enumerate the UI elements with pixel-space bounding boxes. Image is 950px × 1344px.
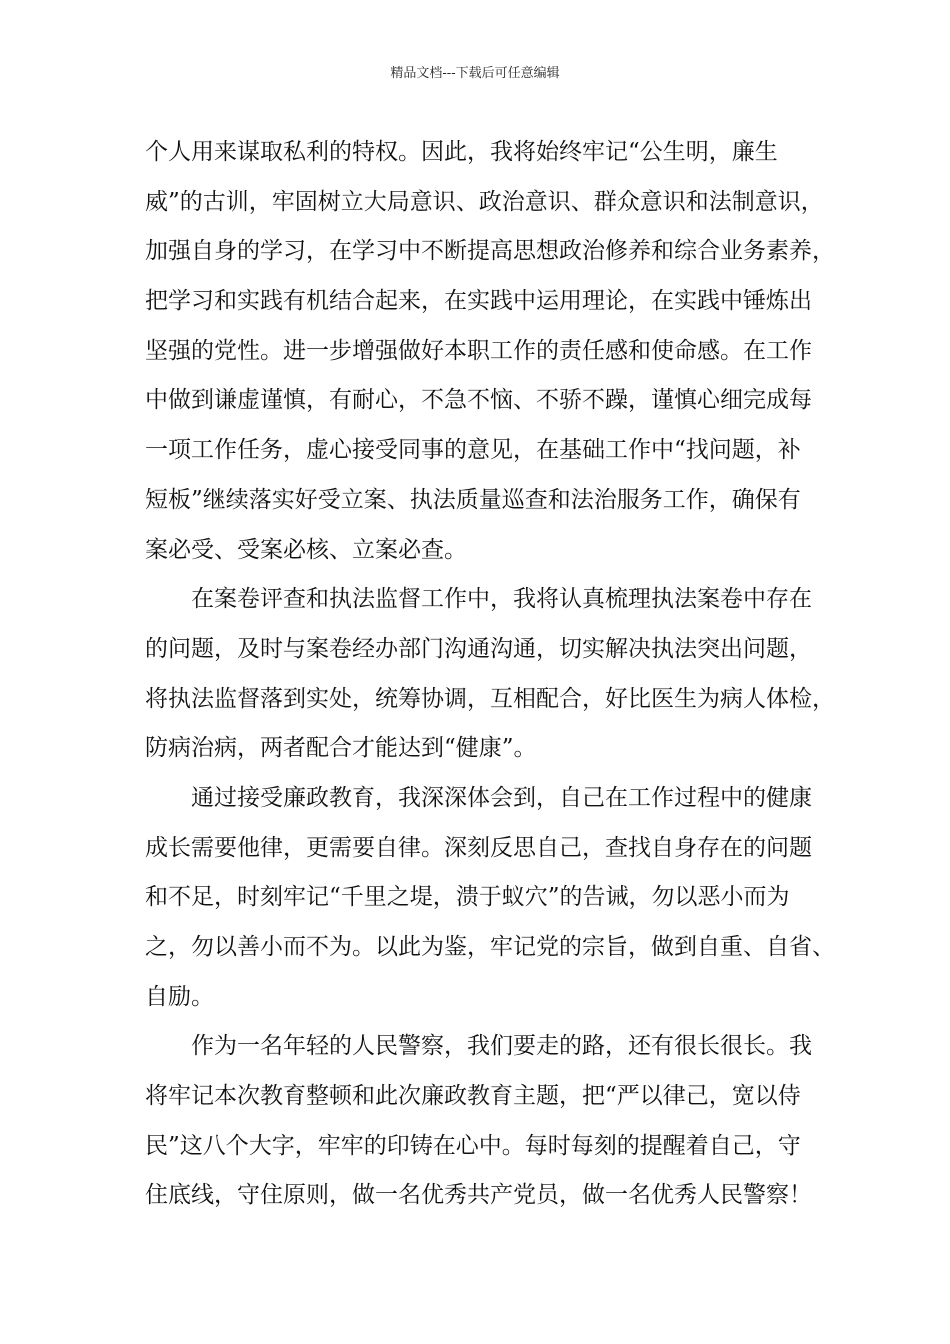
text-line: 防病治病，两者配合才能达到“健康”。 bbox=[145, 735, 537, 762]
text-line: 坚强的党性。进一步增强做好本职工作的责任感和使命感。在工作 bbox=[145, 337, 812, 364]
paragraph-3 bbox=[145, 774, 835, 1022]
text-line: 民”这八个大字，牢牢的印铸在心中。每时每刻的提醒着自己，守 bbox=[145, 1132, 801, 1159]
text-line: 成长需要他律，更需要自律。深刻反思自己，查找自身存在的问题 bbox=[145, 834, 812, 861]
text-line: 通过接受廉政教育，我深深体会到，自己在工作过程中的健康 bbox=[191, 784, 812, 811]
paragraph-1 bbox=[145, 128, 835, 575]
page-header: 精品文档---下载后可任意编辑 bbox=[390, 66, 560, 81]
text-line: 加强自身的学习，在学习中不断提高思想政治修养和综合业务素养， bbox=[145, 238, 835, 265]
text-line: 将牢记本次教育整顿和此次廉政教育主题，把“严以律己，宽以侍 bbox=[145, 1083, 801, 1110]
text-line: 威”的古训，牢固树立大局意识、政治意识、群众意识和法制意识， bbox=[145, 188, 824, 215]
text-line: 作为一名年轻的人民警察，我们要走的路，还有很长很长。我 bbox=[191, 1033, 812, 1060]
text-line: 把学习和实践有机结合起来，在实践中运用理论，在实践中锤炼出 bbox=[145, 288, 812, 315]
document-body bbox=[145, 128, 835, 1221]
text-line: 案必受、受案必核、立案必查。 bbox=[145, 536, 467, 563]
paragraph-4 bbox=[145, 1022, 835, 1221]
text-line: 在案卷评查和执法监督工作中，我将认真梳理执法案卷中存在 bbox=[191, 586, 812, 613]
text-line: 中做到谦虚谨慎，有耐心，不急不恼、不骄不躁，谨慎心细完成每 bbox=[145, 387, 812, 414]
text-line: 之，勿以善小而不为。以此为鉴，牢记党的宗旨，做到自重、自省、 bbox=[145, 934, 835, 960]
paragraph-2 bbox=[145, 575, 835, 774]
text-line: 个人用来谋取私利的特权。因此，我将始终牢记“公生明，廉生 bbox=[145, 139, 778, 165]
text-line: 和不足，时刻牢记“千里之堤，溃于蚁穴”的告诫，勿以恶小而为 bbox=[145, 884, 790, 911]
text-line: 自励。 bbox=[145, 983, 214, 1010]
text-line: 短板”继续落实好受立案、执法质量巡查和法治服务工作，确保有 bbox=[145, 486, 801, 513]
text-line: 一项工作任务，虚心接受同事的意见，在基础工作中“找问题，补 bbox=[145, 437, 801, 464]
text-line: 将执法监督落到实处，统筹协调，互相配合，好比医生为病人体检， bbox=[145, 685, 835, 712]
text-line: 住底线，守住原则，做一名优秀共产党员，做一名优秀人民警察！ bbox=[145, 1182, 812, 1209]
text-line: 的问题，及时与案卷经办部门沟通沟通，切实解决执法突出问题， bbox=[145, 635, 812, 662]
